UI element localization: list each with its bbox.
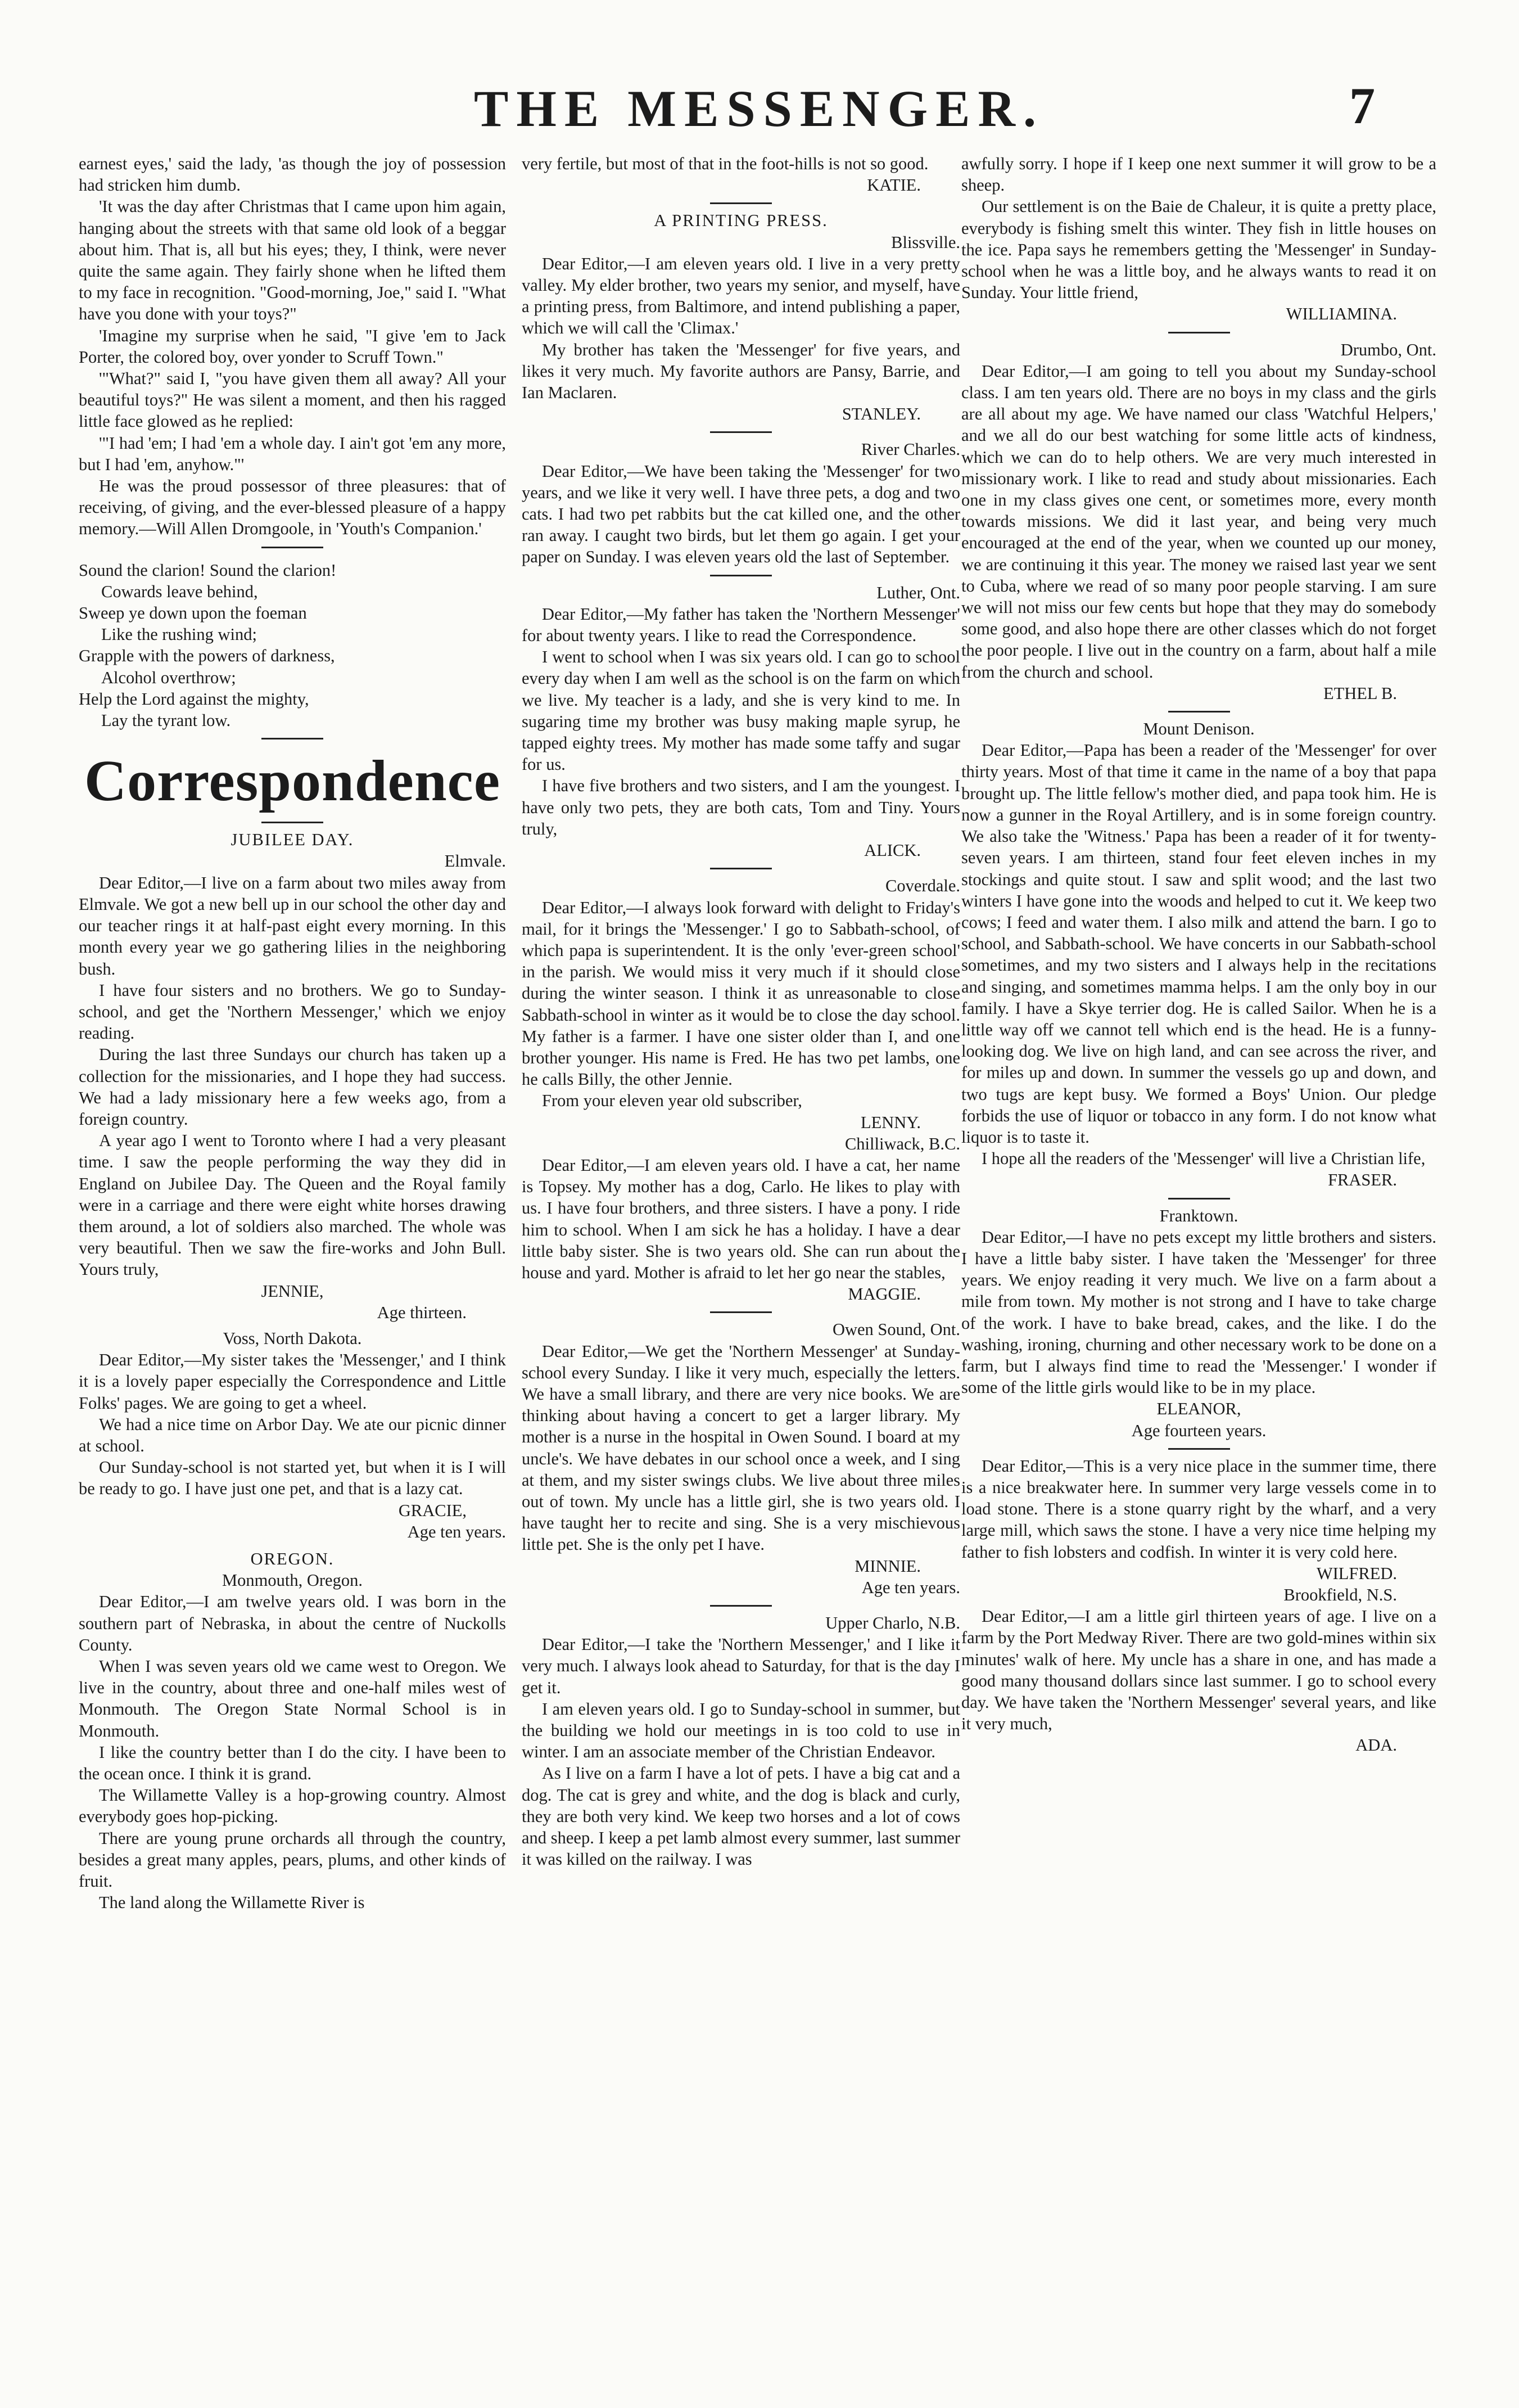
page-number: 7: [1349, 77, 1375, 134]
letter-place: Drumbo, Ont.: [1340, 340, 1436, 359]
letter-katie-part2: [522, 153, 960, 196]
letter-williamina-part1: [522, 1612, 960, 1870]
story-text: [79, 153, 506, 540]
letter-signature: LENNY.: [860, 1112, 921, 1132]
letter-paragraph: Dear Editor,—I always look forward with delight to Friday's mail, for it brings the 'Messenger.' I go to Sabbath-school, of which papa is superintendent. It is the only 'ever-green school' in the parish. We would miss it very much if it should close during the winter season. I think it as unreasonable to close Sabbath-school in winter as it would be to close the day school. My father is a farmer. I have one sister older than I, and one brother younger. His name is Fred. He has two pet lambs, one he calls Billy, the other Jennie.: [522, 898, 960, 1089]
letter-river-charles: [522, 439, 960, 567]
letter-place: Coverdale.: [885, 876, 960, 896]
letter-alick: [522, 582, 960, 862]
letter-paragraph: We had a nice time on Arbor Day. We ate our picnic dinner at school.: [79, 1414, 506, 1455]
story-paragraph: '"What?" said I, "you have given them all away? All your beautiful toys?" He was silent a moment, and then his ragged little face glowed as he replied:: [79, 369, 506, 431]
letter-katie-part1: [79, 1548, 506, 1913]
letter-paragraph: Dear Editor,—I have no pets except my little brothers and sisters. I have a little baby sister. I have taken the 'Messenger' for three years. We enjoy reading it very much. We live on a farm about a mile from town. My mother is not strong and I have to take charge of the work. I have to bake bread, cakes, and the like. I do the washing, ironing, churning and other necessary work to be done on a farm, but I always find time to read the 'Messenger.' I wonder if some of the little girls would like to be in my place.: [961, 1227, 1436, 1397]
story-paragraph: 'Imagine my surprise when he said, "I give 'em to Jack Porter, the colored boy, over yonder to Scruff Town.": [79, 326, 506, 367]
divider: [261, 547, 323, 548]
letter-place: Monmouth, Oregon.: [222, 1571, 363, 1590]
letter-signature: ETHEL B.: [1323, 683, 1397, 703]
poem-line: Like the rushing wind;: [101, 625, 257, 644]
letter-ada: [961, 1584, 1436, 1756]
letter-place: Owen Sound, Ont.: [832, 1320, 960, 1340]
letter-williamina-part2: [961, 153, 1436, 325]
letter-signature: JENNIE,: [261, 1281, 324, 1301]
letter-wilfred: [961, 1455, 1436, 1584]
letter-paragraph: Dear Editor,—Papa has been a reader of the 'Messenger' for over thirty years. Most of that time it came in the name of a boy that papa brought up. The little fellow's mother died, and papa took him. He is now a gunner in the Royal Artillery, and is in some foreign country. We also take the 'Witness.' Papa has been a reader of it for twenty-seven years. I am thirteen, stand four feet eleven inches in my stockings and quite stout. I saw and split wood; and the last two winters I have gone into the woods and helped to cut it. We keep two cows; I feed and water them. I also milk and attend the barn. I go to school, and Sabbath-school. We have concerts in our Sabbath-school sometimes, and my two sisters and I always help in the recitations and singing, and sometimes mamma helps. I am the only boy in our family. I have a Skye terrier dog. He is called Sailor. When he is a little way off we cannot tell which end is the head. He is a funny-looking dog. We live on high land, and can see across the river, and for miles up and down. In summer the vessels go up and down, and two tugs are kept busy. We formed a Boys' Union. Our pledge forbids the use of liquor or tobacco in any form. I do not know what liquor is to taste it.: [961, 741, 1436, 1147]
divider: [1168, 1448, 1230, 1450]
letter-paragraph: Dear Editor,—We have been taking the 'Messenger' for two years, and we like it very well. I have three pets, a dog and two cats. I had two pet rabbits but the cat killed one, and the other ran away. I caught two birds, but let them go again. I get your paper on Sunday. I was eleven years old the last of September.: [522, 461, 960, 567]
letter-jennie: [79, 829, 506, 1323]
letter-paragraph: There are young prune orchards all through the country, besides a great many apples, pears, plums, and other kinds of fruit.: [79, 1828, 506, 1891]
divider: [1168, 1198, 1230, 1200]
letter-signature: ADA.: [1355, 1735, 1397, 1755]
letter-paragraph: Dear Editor,—I take the 'Northern Messenger,' and I like it very much. I always look ahead to Saturday, for that is the day I get it.: [522, 1635, 960, 1697]
letter-paragraph: A year ago I went to Toronto where I had a very pleasant time. I saw the people performing the way they did in England on Jubilee Day. The Queen and the Royal family were in a carriage and there were eight white horses drawing them around, a lot of soldiers also marched. The whole was very beautiful. Then we saw the fire-works and John Bull. Yours truly,: [79, 1131, 506, 1279]
letter-age: Age ten years.: [407, 1522, 506, 1541]
letter-place: Chilliwack, B.C.: [844, 1134, 960, 1153]
story-paragraph: earnest eyes,' said the lady, 'as though the joy of possession had stricken him dumb.: [79, 154, 506, 195]
story-paragraph: '"I had 'em; I had 'em a whole day. I ain't got 'em any more, but I had 'em, anyhow."': [79, 433, 506, 474]
letter-paragraph: I hope all the readers of the 'Messenger' will live a Christian life,: [982, 1149, 1426, 1169]
letter-eleanor: [961, 1205, 1436, 1441]
letter-paragraph: Dear Editor,—I am a little girl thirteen years of age. I live on a farm by the Port Medway River. There are two gold-mines within six minutes' walk of here. My uncle has a share in one, and has made a good many thousand dollars since last summer. I go to school every day. We have taken the 'Northern Messenger' several years, and like it very much,: [961, 1607, 1436, 1734]
poem-line: Help the Lord against the mighty,: [79, 689, 309, 709]
letter-place: Luther, Ont.: [876, 583, 960, 602]
letter-paragraph: The Willamette Valley is a hop-growing country. Almost everybody goes hop-picking.: [79, 1785, 506, 1827]
letter-place: Brookfield, N.S.: [1283, 1585, 1397, 1604]
letter-paragraph: From your eleven year old subscriber,: [542, 1091, 802, 1111]
letter-age: Age fourteen years.: [1131, 1421, 1267, 1440]
letter-place: River Charles.: [861, 440, 960, 459]
letter-place: Elmvale.: [444, 851, 506, 871]
poem-line: Sound the clarion! Sound the clarion!: [79, 560, 337, 580]
letter-maggie: [522, 1133, 960, 1305]
divider: [261, 738, 323, 739]
letter-heading: JUBILEE DAY.: [230, 830, 354, 850]
letter-lenny: [522, 875, 960, 1133]
letter-signature: STANLEY.: [842, 404, 921, 424]
letter-paragraph: During the last three Sundays our church has taken up a collection for the missionaries, and I hope they had success. We had a lady missionary here a few weeks ago, from a foreign country.: [79, 1045, 506, 1129]
letter-signature: KATIE.: [867, 175, 921, 195]
masthead-title: THE MESSENGER.: [474, 80, 1044, 137]
letter-paragraph: Dear Editor,—My father has taken the 'Northern Messenger' for about twenty years. I like to read the Correspondence.: [522, 604, 960, 646]
poem: [79, 560, 506, 732]
poem-line: Lay the tyrant low.: [101, 711, 231, 730]
divider: [710, 202, 772, 204]
letter-ethel: [961, 339, 1436, 704]
letter-paragraph: I went to school when I was six years old. I can go to school every day when I am well as the school is on the farm on which we live. My teacher is a lady, and she is very kind to me. In sugaring time my brother was busy making maple syrup, he tapped eighty trees. My mother has made some taffy and sugar for us.: [522, 647, 960, 774]
letter-age: Age ten years.: [861, 1577, 960, 1597]
letter-signature: MAGGIE.: [848, 1284, 921, 1304]
column-3: [961, 153, 1436, 1756]
letter-paragraph: I have four sisters and no brothers. We go to Sunday-school, and get the 'Northern Messenger,' which we enjoy reading.: [79, 980, 506, 1043]
letter-paragraph: awfully sorry. I hope if I keep one next summer it will grow to be a sheep.: [961, 154, 1436, 195]
letter-paragraph: Our Sunday-school is not started yet, but when it is I will be ready to go. I have just one pet, and that is a lazy cat.: [79, 1458, 506, 1499]
letter-age: Age thirteen.: [377, 1302, 467, 1322]
poem-line: Alcohol overthrow;: [101, 668, 236, 687]
letter-paragraph: As I live on a farm I have a lot of pets. I have a big cat and a dog. The cat is grey and white, and the dog is black and curly, they are both very kind. We keep two horses and a lot of cows and sheep. I keep a pet lamb almost every summer, last summer it was killed on the railway. I was: [522, 1764, 960, 1869]
letter-signature: WILFRED.: [1316, 1563, 1397, 1583]
letter-signature: ALICK.: [864, 841, 921, 860]
poem-line: Cowards leave behind,: [101, 581, 258, 601]
letter-place: Upper Charlo, N.B.: [825, 1613, 960, 1633]
divider: [261, 822, 323, 823]
masthead: [0, 79, 1519, 146]
divider: [710, 1605, 772, 1607]
column-2: [522, 153, 960, 1870]
letter-place: Blissville.: [891, 232, 960, 252]
letter-paragraph: Dear Editor,—We get the 'Northern Messenger' at Sunday-school every Sunday. I like it very much, especially the letters. We have a small library, and there are very nice books. We are thinking about having a concert to get a larger library. My mother is a nurse in the hospital in Owen Sound. I board at my uncle's. We have debates in our school once a week, and I sing at them, and my sister swings clubs. We live about three miles out of town. My uncle has a little girl, she is two years old. I have taught her to recite and sing. She is a very mischievous little pet. She is the only pet I have.: [522, 1341, 960, 1554]
letter-place: Mount Denison.: [1143, 719, 1255, 739]
letter-paragraph: Dear Editor,—I am going to tell you about my Sunday-school class. I am ten years old. There are no boys in my class and the girls are all about my age. We have named our class 'Watchful Helpers,' and we all do our best watching for some little acts of kindness, which we can do to help others. We are very much interested in missionary work. I like to read and study about missionaries. Each one in my class gives one cent, or sometimes more, every month towards missions. We did it last year, and being very much encouraged at the end of the year, when we counted up our money, we are continuing it this year. The money we raised last year we sent to Cuba, where we read of so many poor people starving. I am sure we will not miss our few cents but hope that they may do somebody some good, and also hope there are other classes which do not forget the poor people. I live out in the country on a farm, about half a mile from the church and school.: [961, 361, 1436, 682]
divider: [1168, 711, 1230, 713]
section-title: Correspondence: [84, 748, 501, 814]
letter-stanley: [522, 210, 960, 425]
letter-paragraph: I like the country better than I do the city. I have been to the ocean once. I think it is grand.: [79, 1742, 506, 1784]
letter-paragraph: I am eleven years old. I go to Sunday-school in summer, but the building we hold our meetings in is too cold to use in winter. I am an associate member of the Christian Endeavor.: [522, 1699, 960, 1762]
letter-minnie: [522, 1319, 960, 1598]
letter-paragraph: Dear Editor,—I am eleven years old. I live in a very pretty valley. My elder brother, two years my senior, and myself, have a printing press, from Baltimore, and intend publishing a paper, which we will call the 'Climax.': [522, 254, 960, 338]
divider: [710, 1311, 772, 1313]
divider: [710, 575, 772, 576]
letter-place: Voss, North Dakota.: [223, 1328, 362, 1348]
letter-paragraph: When I was seven years old we came west to Oregon. We live in the country, about three and one-half miles west of Monmouth. The Oregon State Normal School is in Monmouth.: [79, 1657, 506, 1740]
letter-signature: ELEANOR,: [1156, 1399, 1241, 1419]
letter-paragraph: Dear Editor,—My sister takes the 'Messenger,' and I think it is a lovely paper especially the Correspondence and Little Folks' pages. We are going to get a wheel.: [79, 1350, 506, 1413]
column-1: [79, 153, 506, 1913]
letter-paragraph: My brother has taken the 'Messenger' for five years, and likes it very much. My favorite authors are Pansy, Barrie, and Ian Maclaren.: [522, 340, 960, 403]
poem-line: Sweep ye down upon the foeman: [79, 603, 307, 623]
letter-paragraph: I have five brothers and two sisters, and I am the youngest. I have only two pets, they are both cats, Tom and Tiny. Yours truly,: [522, 776, 960, 838]
divider: [710, 431, 772, 433]
letter-paragraph: Dear Editor,—I am eleven years old. I have a cat, her name is Topsey. My mother has a dog, Carlo. He likes to play with us. I have four brothers, and three sisters. I have a pony. I ride him to school. When I am sick he has a holiday. I have a dear little baby sister. She is two years old. She can run about the house and yard. Mother is afraid to let her go near the stables,: [522, 1155, 960, 1282]
letter-signature: GRACIE,: [398, 1500, 467, 1520]
story-paragraph: 'It was the day after Christmas that I came upon him again, hanging about the streets with that same old look of a beggar about him. That is, all but his eyes; they, I think, were never quite the same again. They fairly shone when he lifted them to my face in recognition. "Good-morning, Joe," said I. "What have you done with your toys?": [79, 197, 506, 324]
letter-paragraph: very fertile, but most of that in the foot-hills is not so good.: [522, 154, 929, 173]
letter-heading: A PRINTING PRESS.: [654, 211, 828, 231]
letter-paragraph: Dear Editor,—I am twelve years old. I was born in the southern part of Nebraska, in about the centre of Nuckolls County.: [79, 1592, 506, 1654]
story-paragraph: He was the proud possessor of three pleasures: that of receiving, of giving, and the ever-blessed pleasure of a happy memory.—Will Allen Dromgoole, in 'Youth's Companion.': [79, 476, 506, 539]
letter-signature: MINNIE.: [855, 1556, 921, 1576]
letter-paragraph: Our settlement is on the Baie de Chaleur, it is quite a pretty place, everybody is fishing smelt this winter. They fish in little houses on the ice. Papa says he remembers getting the 'Messenger' in Sunday-school when he was a little boy, and he always wants to read it on Sunday. Your little friend,: [961, 197, 1436, 303]
letter-signature: WILLIAMINA.: [1286, 304, 1397, 324]
letter-paragraph: Dear Editor,—This is a very nice place in the summer time, there is a nice breakwater here. In summer very large vessels come in to load stone. There is a stone quarry right by the wharf, and a very large mill, which saws the stone. I have a very nice time helping my father to fish lobsters and codfish. In winter it is very cold here.: [961, 1456, 1436, 1562]
letter-paragraph: Dear Editor,—I live on a farm about two miles away from Elmvale. We got a new bell up in our school the other day and our teacher rings it at half-past eight every morning. In this month every year we go gathering lilies in the neighboring bush.: [79, 873, 506, 978]
letter-signature: FRASER.: [1328, 1170, 1397, 1190]
letter-paragraph: The land along the Willamette River is: [99, 1893, 365, 1913]
poem-line: Grapple with the powers of darkness,: [79, 646, 335, 666]
letter-gracie: [79, 1328, 506, 1543]
divider: [710, 868, 772, 869]
letter-place: Franktown.: [1159, 1206, 1238, 1225]
letter-fraser: [961, 718, 1436, 1191]
divider: [1168, 332, 1230, 333]
letter-heading: OREGON.: [250, 1549, 334, 1568]
